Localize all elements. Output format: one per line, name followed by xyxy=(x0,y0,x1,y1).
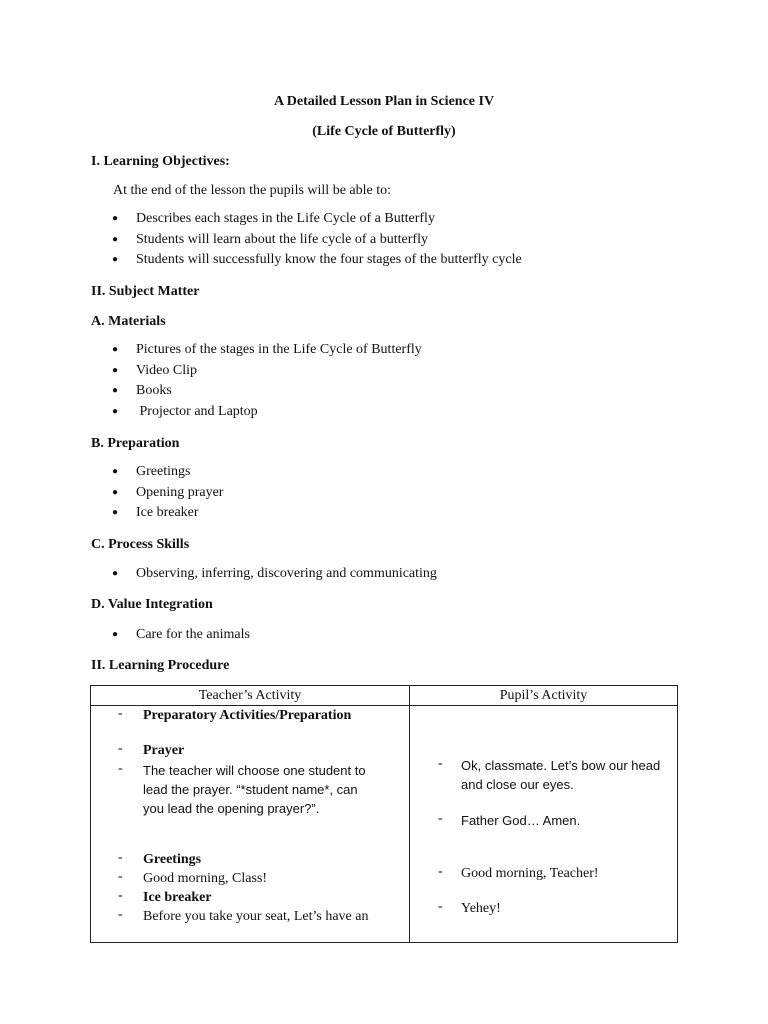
ice-breaker-label: Ice breaker xyxy=(143,890,212,905)
pupil-activity-header: Pupil’s Activity xyxy=(410,686,678,706)
table-row xyxy=(91,706,678,943)
ice-breaker-text: Before you take your seat, Let’s have an xyxy=(143,909,369,924)
dash-marker: - xyxy=(118,850,123,865)
pupil-prayer-line: Ok, classmate. Let’s bow our head xyxy=(461,758,661,773)
table-header-row xyxy=(91,686,678,706)
document-subtitle: (Life Cycle of Butterfly) xyxy=(312,124,456,139)
teacher-activity-header: Teacher’s Activity xyxy=(91,686,410,706)
objectives-intro: At the end of the lesson the pupils will be able to: xyxy=(113,183,392,198)
dash-marker: - xyxy=(438,756,443,771)
teacher-activity-cell xyxy=(91,706,410,943)
bullet-icon: ● xyxy=(112,486,119,498)
bullet-icon: ● xyxy=(112,385,119,397)
preparation-heading: B. Preparation xyxy=(91,436,180,451)
document-page: A Detailed Lesson Plan in Science IV (Life Cycle of Butterfly) I. Learning Objectives: At the end of the lesson the pupils will be able to: ● Describes each stages in the Life Cycle of a Butterfly ● Students will learn about the life cycle of a butterfly ● Students will successfully know the four stages of the butterfly cycle II. Subject Matter A. Materials ● Pictures of the stages in the Life Cycle of Butterfly ● Video Clip ● Books ● Projector and Laptop B. Preparation ● Greetings ● Opening prayer ● Ice breaker C. Process Skills ● Observing, inferring, discovering and communicating D. Value Integration ● Care for the animals II. Learning Procedure Teacher’s Activity Pupil’s Activity - Preparatory Activities/Preparation - Prayer - The teacher will choose one student to lead the prayer. “*student name*, can you lead the opening prayer?”. - Greetings - Good morning, Class! - Ice breaker - Before you take your seat, Let’s have an - Ok, classmate. Let’s bow our head and close our eyes. - Father God… Amen. - Good morning, Teacher! - Yehey! xyxy=(0,0,768,1024)
objectives-heading: I. Learning Objectives: xyxy=(91,154,230,169)
bullet-icon: ● xyxy=(112,364,119,376)
prayer-instruction-line: The teacher will choose one student to xyxy=(143,763,366,778)
dash-marker: - xyxy=(118,706,123,721)
procedure-table xyxy=(90,685,678,943)
pupil-activity-cell xyxy=(410,706,678,943)
dash-marker: - xyxy=(118,907,123,922)
bullet-icon: ● xyxy=(112,254,119,266)
bullet-icon: ● xyxy=(112,213,119,224)
prayer-instruction-line: you lead the opening prayer?”. xyxy=(143,801,320,816)
dash-marker: - xyxy=(118,888,123,903)
bullet-icon: ● xyxy=(112,233,119,245)
value-integration-heading: D. Value Integration xyxy=(91,597,213,612)
dash-marker: - xyxy=(118,761,123,776)
process-skills-heading: C. Process Skills xyxy=(91,537,190,552)
bullet-icon: ● xyxy=(112,344,119,355)
prayer-label: Prayer xyxy=(143,743,185,758)
bullet-icon: ● xyxy=(112,629,119,640)
dash-marker: - xyxy=(438,864,443,879)
greetings-label: Greetings xyxy=(143,852,202,867)
pupil-prayer-line: and close our eyes. xyxy=(461,777,574,792)
bullet-icon: ● xyxy=(112,406,119,418)
dash-marker: - xyxy=(118,741,123,756)
pupil-amen-text: Father God… Amen. xyxy=(461,813,581,828)
materials-heading: A. Materials xyxy=(91,314,166,329)
prayer-instruction-line: lead the prayer. “*student name*, can xyxy=(143,782,358,797)
bullet-icon: ● xyxy=(112,568,119,579)
subject-matter-heading: II. Subject Matter xyxy=(91,284,200,299)
document-title: A Detailed Lesson Plan in Science IV xyxy=(273,94,495,109)
pupil-yehey-text: Yehey! xyxy=(461,901,501,916)
learning-procedure-heading: II. Learning Procedure xyxy=(91,658,230,673)
pupil-greeting-text: Good morning, Teacher! xyxy=(461,866,599,881)
preparatory-activities-label: Preparatory Activities/Preparation xyxy=(143,708,352,723)
dash-marker: - xyxy=(438,899,443,914)
dash-marker: - xyxy=(118,869,123,884)
bullet-icon: ● xyxy=(112,507,119,519)
bullet-icon: ● xyxy=(112,466,119,477)
dash-marker: - xyxy=(438,811,443,826)
teacher-greeting-text: Good morning, Class! xyxy=(143,871,268,886)
